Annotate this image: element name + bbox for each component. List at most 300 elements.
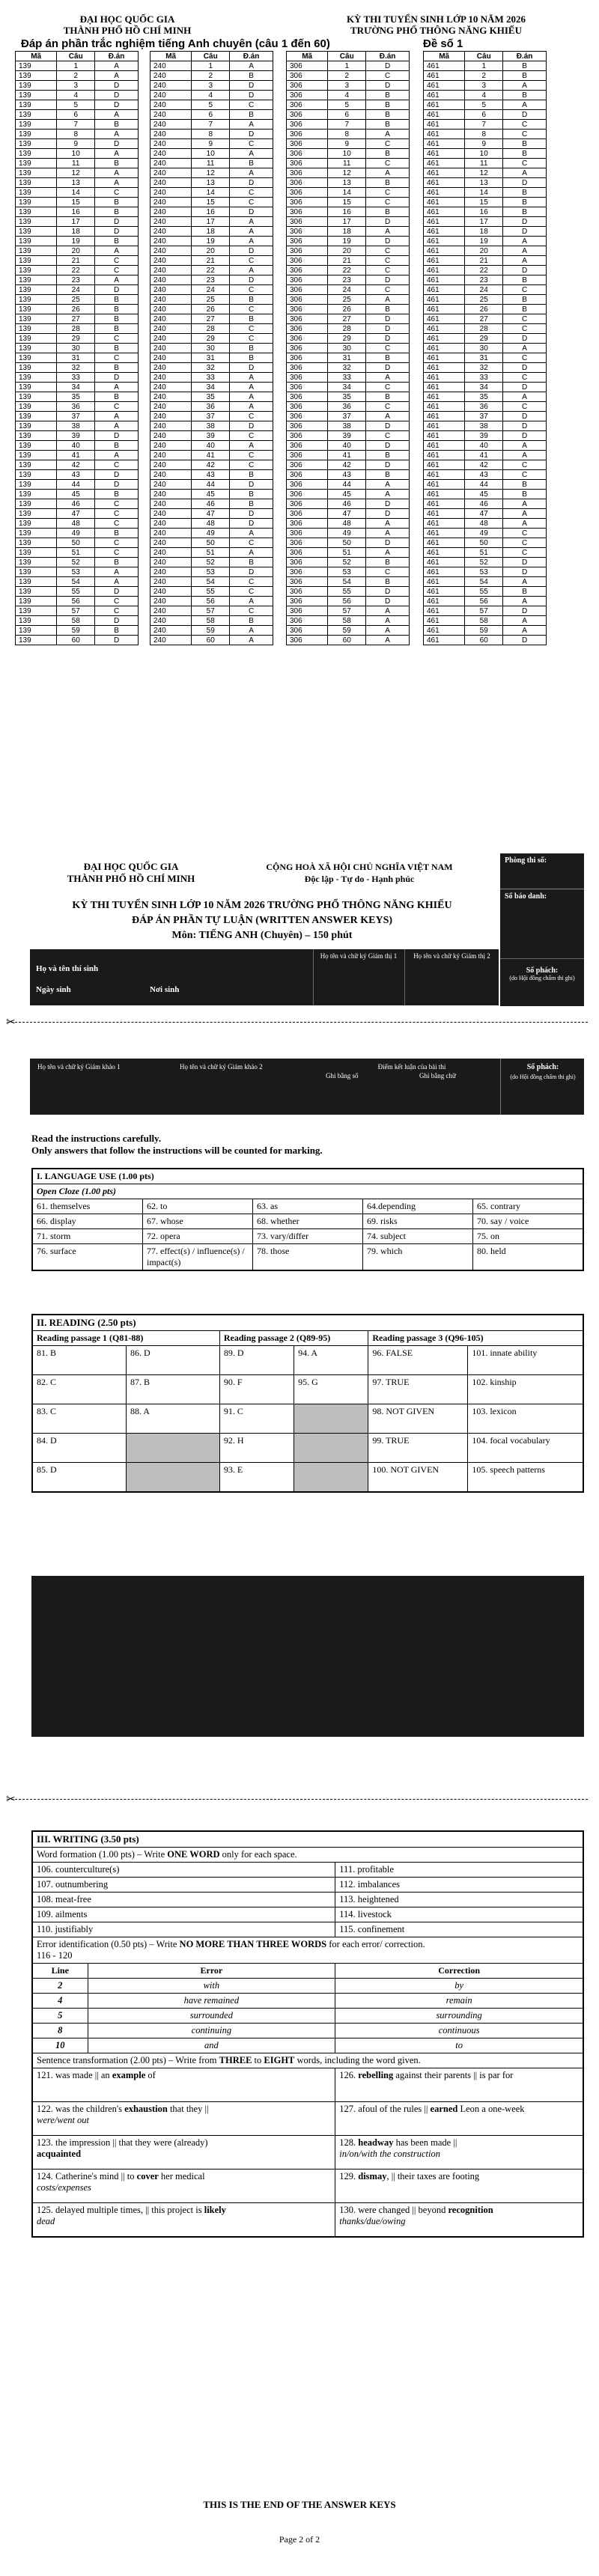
question-number-cell: 57 <box>192 606 230 616</box>
answer-cell: C <box>366 383 410 392</box>
mc-header-row <box>424 52 547 61</box>
code-cell: 240 <box>150 636 192 645</box>
answer-cell: 8 <box>33 2024 88 2038</box>
answer-cell: D <box>366 324 410 334</box>
code-cell: 139 <box>16 334 57 344</box>
table-row <box>424 499 547 509</box>
table-row <box>424 130 547 139</box>
table-row <box>287 548 410 558</box>
table-row <box>150 91 273 100</box>
answer-cell: C <box>230 431 273 441</box>
table-row <box>424 71 547 81</box>
question-number-cell: 8 <box>328 130 366 139</box>
code-cell: 306 <box>287 421 328 431</box>
answer-cell: D <box>95 100 139 110</box>
table-row <box>16 460 139 470</box>
question-number-cell: 4 <box>192 91 230 100</box>
answer-cell: 99. TRUE <box>368 1434 468 1463</box>
code-cell: 240 <box>150 606 192 616</box>
code-cell: 139 <box>16 412 57 421</box>
code-cell: 139 <box>16 295 57 305</box>
cut-line-2 <box>7 1799 588 1800</box>
code-cell: 240 <box>150 616 192 626</box>
table-row <box>424 412 547 421</box>
question-number-cell: 36 <box>192 402 230 412</box>
answer-cell: 122. was the children's exhaustion that they || were/went out <box>33 2102 335 2136</box>
code-cell: 306 <box>287 431 328 441</box>
question-number-cell: 49 <box>465 529 503 538</box>
answer-cell: D <box>230 363 273 373</box>
table-row <box>16 207 139 217</box>
question-number-cell: 4 <box>328 91 366 100</box>
table-row <box>424 460 547 470</box>
answer-cell: C <box>366 139 410 149</box>
answer-cell: 79. which <box>363 1244 473 1270</box>
answer-cell: 83. C <box>33 1404 127 1434</box>
answer-cell: 5 <box>33 2009 88 2024</box>
question-number-cell: 15 <box>465 198 503 207</box>
answer-cell: D <box>230 130 273 139</box>
question-number-cell: 47 <box>465 509 503 519</box>
table-row <box>424 120 547 130</box>
table-row <box>287 285 410 295</box>
question-number-cell: 47 <box>57 509 95 519</box>
table-row <box>150 275 273 285</box>
code-cell: 139 <box>16 363 57 373</box>
question-number-cell: 21 <box>465 256 503 266</box>
code-cell: 240 <box>150 344 192 353</box>
question-number-cell: 29 <box>328 334 366 344</box>
answer-cell: C <box>95 188 139 198</box>
question-number-cell: 12 <box>465 168 503 178</box>
answer-cell: 109. ailments <box>33 1907 335 1922</box>
answer-cell: B <box>366 149 410 159</box>
answer-cell: C <box>95 519 139 529</box>
code-cell: 139 <box>16 402 57 412</box>
code-cell: 461 <box>424 168 465 178</box>
answer-cell: A <box>95 71 139 81</box>
table-row <box>150 548 273 558</box>
answer-cell: C <box>230 587 273 597</box>
code-cell: 240 <box>150 295 192 305</box>
answer-cell: D <box>503 606 547 616</box>
code-cell: 461 <box>424 275 465 285</box>
table-row <box>33 1878 583 1893</box>
answer-cell: 85. D <box>33 1463 127 1492</box>
answer-cell: A <box>230 120 273 130</box>
question-number-cell: 52 <box>328 558 366 567</box>
answer-cell: D <box>95 217 139 227</box>
sheet-titles: KỲ THI TUYỂN SINH LỚP 10 NĂM 2026 TRƯỜNG PHỔ THÔNG NĂNG KHIẾU ĐÁP ÁN PHẦN TỰ LUẬN (WRITTEN ANSWER KEYS) Môn: TIẾNG ANH (Chuyên) – 150 phút <box>72 900 452 941</box>
table-row <box>16 567 139 577</box>
code-cell: 139 <box>16 538 57 548</box>
answer-cell: C <box>95 266 139 275</box>
question-number-cell: 58 <box>192 616 230 626</box>
table-row <box>150 363 273 373</box>
table-row <box>16 295 139 305</box>
answer-cell: D <box>366 363 410 373</box>
answer-cell: with <box>88 1979 335 1994</box>
question-number-cell: 10 <box>192 149 230 159</box>
answer-cell: A <box>366 519 410 529</box>
answer-cell: 78. those <box>253 1244 363 1270</box>
answer-cell: D <box>95 616 139 626</box>
section-writing: III. WRITING (3.50 pts) Word formation (1.00 pts) – Write ONE WORD only for each space. 106. counterculture(s) 111. profitable 107. outnumbering 112. imbalances 108. meat-free 113. heightened 109. ailments 114. livestock 110. justifiably 115. confinement Error identification (0.50 pts) – Write NO MORE THAN THREE WORDS for each error/ correction. 116 - 120 Line Error Correction 2 with by 4 have remained remain 5 surrounded surrounding 8 continuing continuous 10 and to Sentence transformation (2.00 pts) – Write from THREE to EIGHT words, including the word given. 121. was made || an example of 126. rebelling against their parents || is par for 122. was the children's exhaustion that they || were/went out 127. afoul of the rules || earned Leon a one-week 123. the impression || that they were (already) acquainted 128. headway has been made || in/on/with the construction 124. Catherine's mind || to cover her medical costs/expenses 129. dismay, || their taxes are footing 125. delayed multiple times, || this project is likely dead 130. were changed || beyond recognition thanks/due/owing <box>31 1830 584 2238</box>
question-number-cell: 42 <box>192 460 230 470</box>
question-number-cell: 18 <box>57 227 95 237</box>
table-row <box>424 237 547 246</box>
question-number-cell: 5 <box>192 100 230 110</box>
section-reading: II. READING (2.50 pts) Reading passage 1 (Q81-88) Reading passage 2 (Q89-95) Reading passage 3 (Q96-105) 81. B 86. D 89. D 94. A 96. FALSE 101. innate ability 82. C 87. B 90. F 95. G 97. TRUE 102. kinship 83. C 88. A 91. C 98. NOT GIVEN 103. lexicon 84. D 92. H 99. TRUE 104. focal vocabulary 85. D 93. E 100. NOT GIVEN 105. speech patterns <box>31 1314 584 1493</box>
question-number-cell: 50 <box>57 538 95 548</box>
code-cell: 461 <box>424 636 465 645</box>
answer-cell: C <box>503 314 547 324</box>
question-number-cell: 55 <box>192 587 230 597</box>
code-cell: 461 <box>424 256 465 266</box>
answer-cell: C <box>503 460 547 470</box>
table-row <box>16 441 139 451</box>
question-number-cell: 10 <box>328 149 366 159</box>
question-number-cell: 9 <box>57 139 95 149</box>
answer-cell: B <box>503 149 547 159</box>
table-row <box>287 344 410 353</box>
answer-cell: A <box>366 227 410 237</box>
table-row <box>33 1199 583 1214</box>
table-row <box>424 188 547 198</box>
page-number: Page 2 of 2 <box>279 2534 320 2545</box>
answer-cell: 63. as <box>253 1199 363 1214</box>
code-cell: 306 <box>287 149 328 159</box>
table-row <box>424 178 547 188</box>
answer-cell: A <box>366 295 410 305</box>
code-cell: 461 <box>424 149 465 159</box>
table-row <box>287 392 410 402</box>
code-cell: 139 <box>16 188 57 198</box>
table-row <box>33 1863 583 1878</box>
code-cell: 306 <box>287 490 328 499</box>
table-row <box>16 499 139 509</box>
answer-cell: C <box>503 285 547 295</box>
code-cell: 306 <box>287 538 328 548</box>
answer-cell: 114. livestock <box>335 1907 583 1922</box>
answer-cell: A <box>503 256 547 266</box>
table-row <box>150 246 273 256</box>
answer-cell: 81. B <box>33 1346 127 1375</box>
answer-cell: C <box>503 373 547 383</box>
code-cell: 306 <box>287 120 328 130</box>
answer-cell: B <box>503 198 547 207</box>
answer-cell: C <box>366 402 410 412</box>
code-cell: 139 <box>16 305 57 314</box>
scissors-icon: ✂ <box>6 1794 16 1806</box>
code-cell: 461 <box>424 490 465 499</box>
code-cell: 461 <box>424 344 465 353</box>
code-cell: 306 <box>287 519 328 529</box>
question-number-cell: 26 <box>57 305 95 314</box>
answer-cell: by <box>335 1979 583 1994</box>
question-number-cell: 25 <box>192 295 230 305</box>
code-cell: 306 <box>287 606 328 616</box>
question-number-cell: 44 <box>328 480 366 490</box>
answer-cell <box>294 1404 368 1434</box>
answer-cell: B <box>366 577 410 587</box>
question-number-cell: 55 <box>57 587 95 597</box>
answer-cell: 72. opera <box>143 1229 253 1244</box>
code-cell: 306 <box>287 334 328 344</box>
question-number-cell: 53 <box>465 567 503 577</box>
answer-cell: 82. C <box>33 1375 127 1404</box>
code-cell: 461 <box>424 480 465 490</box>
table-row <box>424 597 547 606</box>
code-cell: 306 <box>287 217 328 227</box>
answer-cell: D <box>366 421 410 431</box>
question-number-cell: 55 <box>328 587 366 597</box>
table-row <box>33 2203 583 2237</box>
code-cell: 306 <box>287 139 328 149</box>
table-row <box>287 256 410 266</box>
question-number-cell: 48 <box>465 519 503 529</box>
mc-col-header: Đ.án <box>230 52 273 61</box>
code-cell: 139 <box>16 529 57 538</box>
question-number-cell: 16 <box>328 207 366 217</box>
question-number-cell: 54 <box>465 577 503 587</box>
table-row <box>33 1375 583 1404</box>
code-cell: 240 <box>150 110 192 120</box>
code-cell: 306 <box>287 266 328 275</box>
code-cell: 139 <box>16 353 57 363</box>
question-number-cell: 51 <box>192 548 230 558</box>
answer-cell: 66. display <box>33 1214 143 1229</box>
table-row <box>16 402 139 412</box>
answer-cell: 96. FALSE <box>368 1346 468 1375</box>
answer-cell: D <box>95 373 139 383</box>
answer-cell: B <box>95 344 139 353</box>
answer-cell: C <box>230 305 273 314</box>
answer-cell: D <box>503 383 547 392</box>
question-number-cell: 27 <box>328 314 366 324</box>
answer-cell: 76. surface <box>33 1244 143 1270</box>
code-cell: 139 <box>16 149 57 159</box>
table-row <box>16 636 139 645</box>
table-row <box>16 616 139 626</box>
question-number-cell: 48 <box>328 519 366 529</box>
table-row <box>287 178 410 188</box>
table-row <box>16 597 139 606</box>
question-number-cell: 17 <box>328 217 366 227</box>
table-row <box>150 237 273 246</box>
code-cell: 461 <box>424 198 465 207</box>
table-row <box>16 91 139 100</box>
table-row <box>424 91 547 100</box>
question-number-cell: 26 <box>192 305 230 314</box>
answer-cell: D <box>366 81 410 91</box>
code-cell: 461 <box>424 71 465 81</box>
question-number-cell: 35 <box>57 392 95 402</box>
answer-cell: A <box>366 626 410 636</box>
answer-cell: A <box>230 266 273 275</box>
answer-cell: B <box>95 490 139 499</box>
answer-cell: D <box>366 597 410 606</box>
answer-cell: B <box>503 71 547 81</box>
table-row <box>33 2169 583 2203</box>
table-row <box>16 480 139 490</box>
answer-cell: A <box>503 499 547 509</box>
answer-cell: A <box>230 548 273 558</box>
answer-cell: A <box>230 626 273 636</box>
question-number-cell: 7 <box>57 120 95 130</box>
table-row <box>16 266 139 275</box>
question-number-cell: 2 <box>57 71 95 81</box>
table-row <box>424 305 547 314</box>
table-row <box>287 159 410 168</box>
answer-cell: D <box>366 334 410 344</box>
answer-cell: C <box>230 577 273 587</box>
answer-cell: C <box>230 139 273 149</box>
code-cell: 461 <box>424 159 465 168</box>
answer-cell: D <box>503 266 547 275</box>
mc-col-header: Đ.án <box>366 52 410 61</box>
sheet-university: ĐẠI HỌC QUỐC GIA THÀNH PHỐ HỒ CHÍ MINH <box>67 861 195 884</box>
answer-cell: 124. Catherine's mind || to cover her medical costs/expenses <box>33 2169 335 2203</box>
question-number-cell: 20 <box>57 246 95 256</box>
question-number-cell: 9 <box>465 139 503 149</box>
table-row <box>287 110 410 120</box>
table-row <box>424 529 547 538</box>
answer-cell: B <box>503 275 547 285</box>
code-cell: 306 <box>287 110 328 120</box>
answer-cell: A <box>503 616 547 626</box>
code-cell: 306 <box>287 246 328 256</box>
question-number-cell: 59 <box>192 626 230 636</box>
answer-cell: C <box>503 120 547 130</box>
table-row <box>287 470 410 480</box>
table-row <box>150 120 273 130</box>
question-number-cell: 14 <box>57 188 95 198</box>
code-cell: 461 <box>424 587 465 597</box>
question-number-cell: 9 <box>328 139 366 149</box>
answer-cell: A <box>366 636 410 645</box>
code-cell: 139 <box>16 616 57 626</box>
table-row <box>287 597 410 606</box>
answer-cell: A <box>503 81 547 91</box>
code-cell: 461 <box>424 110 465 120</box>
answer-cell: C <box>230 256 273 266</box>
code-cell: 139 <box>16 81 57 91</box>
question-number-cell: 53 <box>192 567 230 577</box>
answer-cell: A <box>503 246 547 256</box>
question-number-cell: 20 <box>465 246 503 256</box>
table-row <box>424 159 547 168</box>
question-number-cell: 49 <box>192 529 230 538</box>
answer-cell: A <box>95 451 139 460</box>
answer-cell: A <box>503 344 547 353</box>
answer-cell: B <box>366 353 410 363</box>
question-number-cell: 23 <box>328 275 366 285</box>
question-number-cell: 56 <box>328 597 366 606</box>
code-cell: 240 <box>150 480 192 490</box>
proctor-1-box: Họ tên và chữ ký Giám thị 1 <box>313 949 404 1005</box>
table-row <box>16 178 139 188</box>
answer-cell: D <box>503 412 547 421</box>
answer-cell: A <box>230 237 273 246</box>
table-row <box>287 577 410 587</box>
code-cell: 139 <box>16 159 57 168</box>
answer-cell: 101. innate ability <box>468 1346 583 1375</box>
answer-cell: A <box>503 100 547 110</box>
answer-cell: B <box>230 616 273 626</box>
answer-cell: B <box>230 110 273 120</box>
question-number-cell: 59 <box>328 626 366 636</box>
table-row <box>16 421 139 431</box>
code-cell: 240 <box>150 285 192 295</box>
question-number-cell: 21 <box>57 256 95 266</box>
table-row <box>287 71 410 81</box>
table-row <box>287 149 410 159</box>
code-cell: 461 <box>424 353 465 363</box>
answer-cell <box>126 1463 219 1492</box>
table-row <box>287 237 410 246</box>
answer-cell: D <box>230 509 273 519</box>
table-row <box>424 538 547 548</box>
question-number-cell: 57 <box>328 606 366 616</box>
answer-cell: B <box>230 558 273 567</box>
table-row <box>150 217 273 227</box>
question-number-cell: 28 <box>328 324 366 334</box>
answer-cell: C <box>230 460 273 470</box>
table-row <box>16 139 139 149</box>
table-row <box>150 626 273 636</box>
answer-cell: 88. A <box>126 1404 219 1434</box>
mc-header-row <box>16 52 139 61</box>
answer-cell: C <box>95 509 139 519</box>
answer-cell: continuing <box>88 2024 335 2038</box>
mc-key-title: Đáp án phần trắc nghiệm tiếng Anh chuyên (câu 1 đến 60) <box>21 37 330 50</box>
question-number-cell: 42 <box>328 460 366 470</box>
answer-cell: A <box>95 61 139 71</box>
table-row <box>424 509 547 519</box>
table-row <box>16 71 139 81</box>
question-number-cell: 11 <box>57 159 95 168</box>
code-cell: 139 <box>16 168 57 178</box>
section-language-use: I. LANGUAGE USE (1.00 pts) Open Cloze (1.00 pts) 61. themselves 62. to 63. as 64.depending 65. contrary 66. display 67. whose 68. whether 69. risks 70. say / voice 71. storm 72. opera 73. vary/differ 74. subject 75. on 76. surface 77. effect(s) / influence(s) / impact(s) 78. those 79. which 80. held <box>31 1168 584 1271</box>
code-cell: 306 <box>287 305 328 314</box>
answer-cell: D <box>230 178 273 188</box>
table-row <box>150 460 273 470</box>
answer-cell: D <box>95 139 139 149</box>
answer-cell: B <box>95 305 139 314</box>
code-cell: 240 <box>150 120 192 130</box>
table-row <box>16 246 139 256</box>
answer-cell: D <box>230 246 273 256</box>
table-row <box>287 636 410 645</box>
answer-cell: A <box>503 626 547 636</box>
question-number-cell: 15 <box>57 198 95 207</box>
answer-cell: B <box>366 178 410 188</box>
table-row <box>16 383 139 392</box>
answer-cell: surrounding <box>335 2009 583 2024</box>
table-row <box>424 246 547 256</box>
table-row <box>424 139 547 149</box>
question-number-cell: 56 <box>57 597 95 606</box>
code-cell: 240 <box>150 130 192 139</box>
answer-cell: 2 <box>33 1979 88 1994</box>
table-row <box>150 402 273 412</box>
answer-cell: 106. counterculture(s) <box>33 1863 335 1878</box>
question-number-cell: 50 <box>465 538 503 548</box>
answer-cell: 130. were changed || beyond recognition thanks/due/owing <box>335 2203 583 2237</box>
code-cell: 306 <box>287 441 328 451</box>
code-cell: 306 <box>287 392 328 402</box>
